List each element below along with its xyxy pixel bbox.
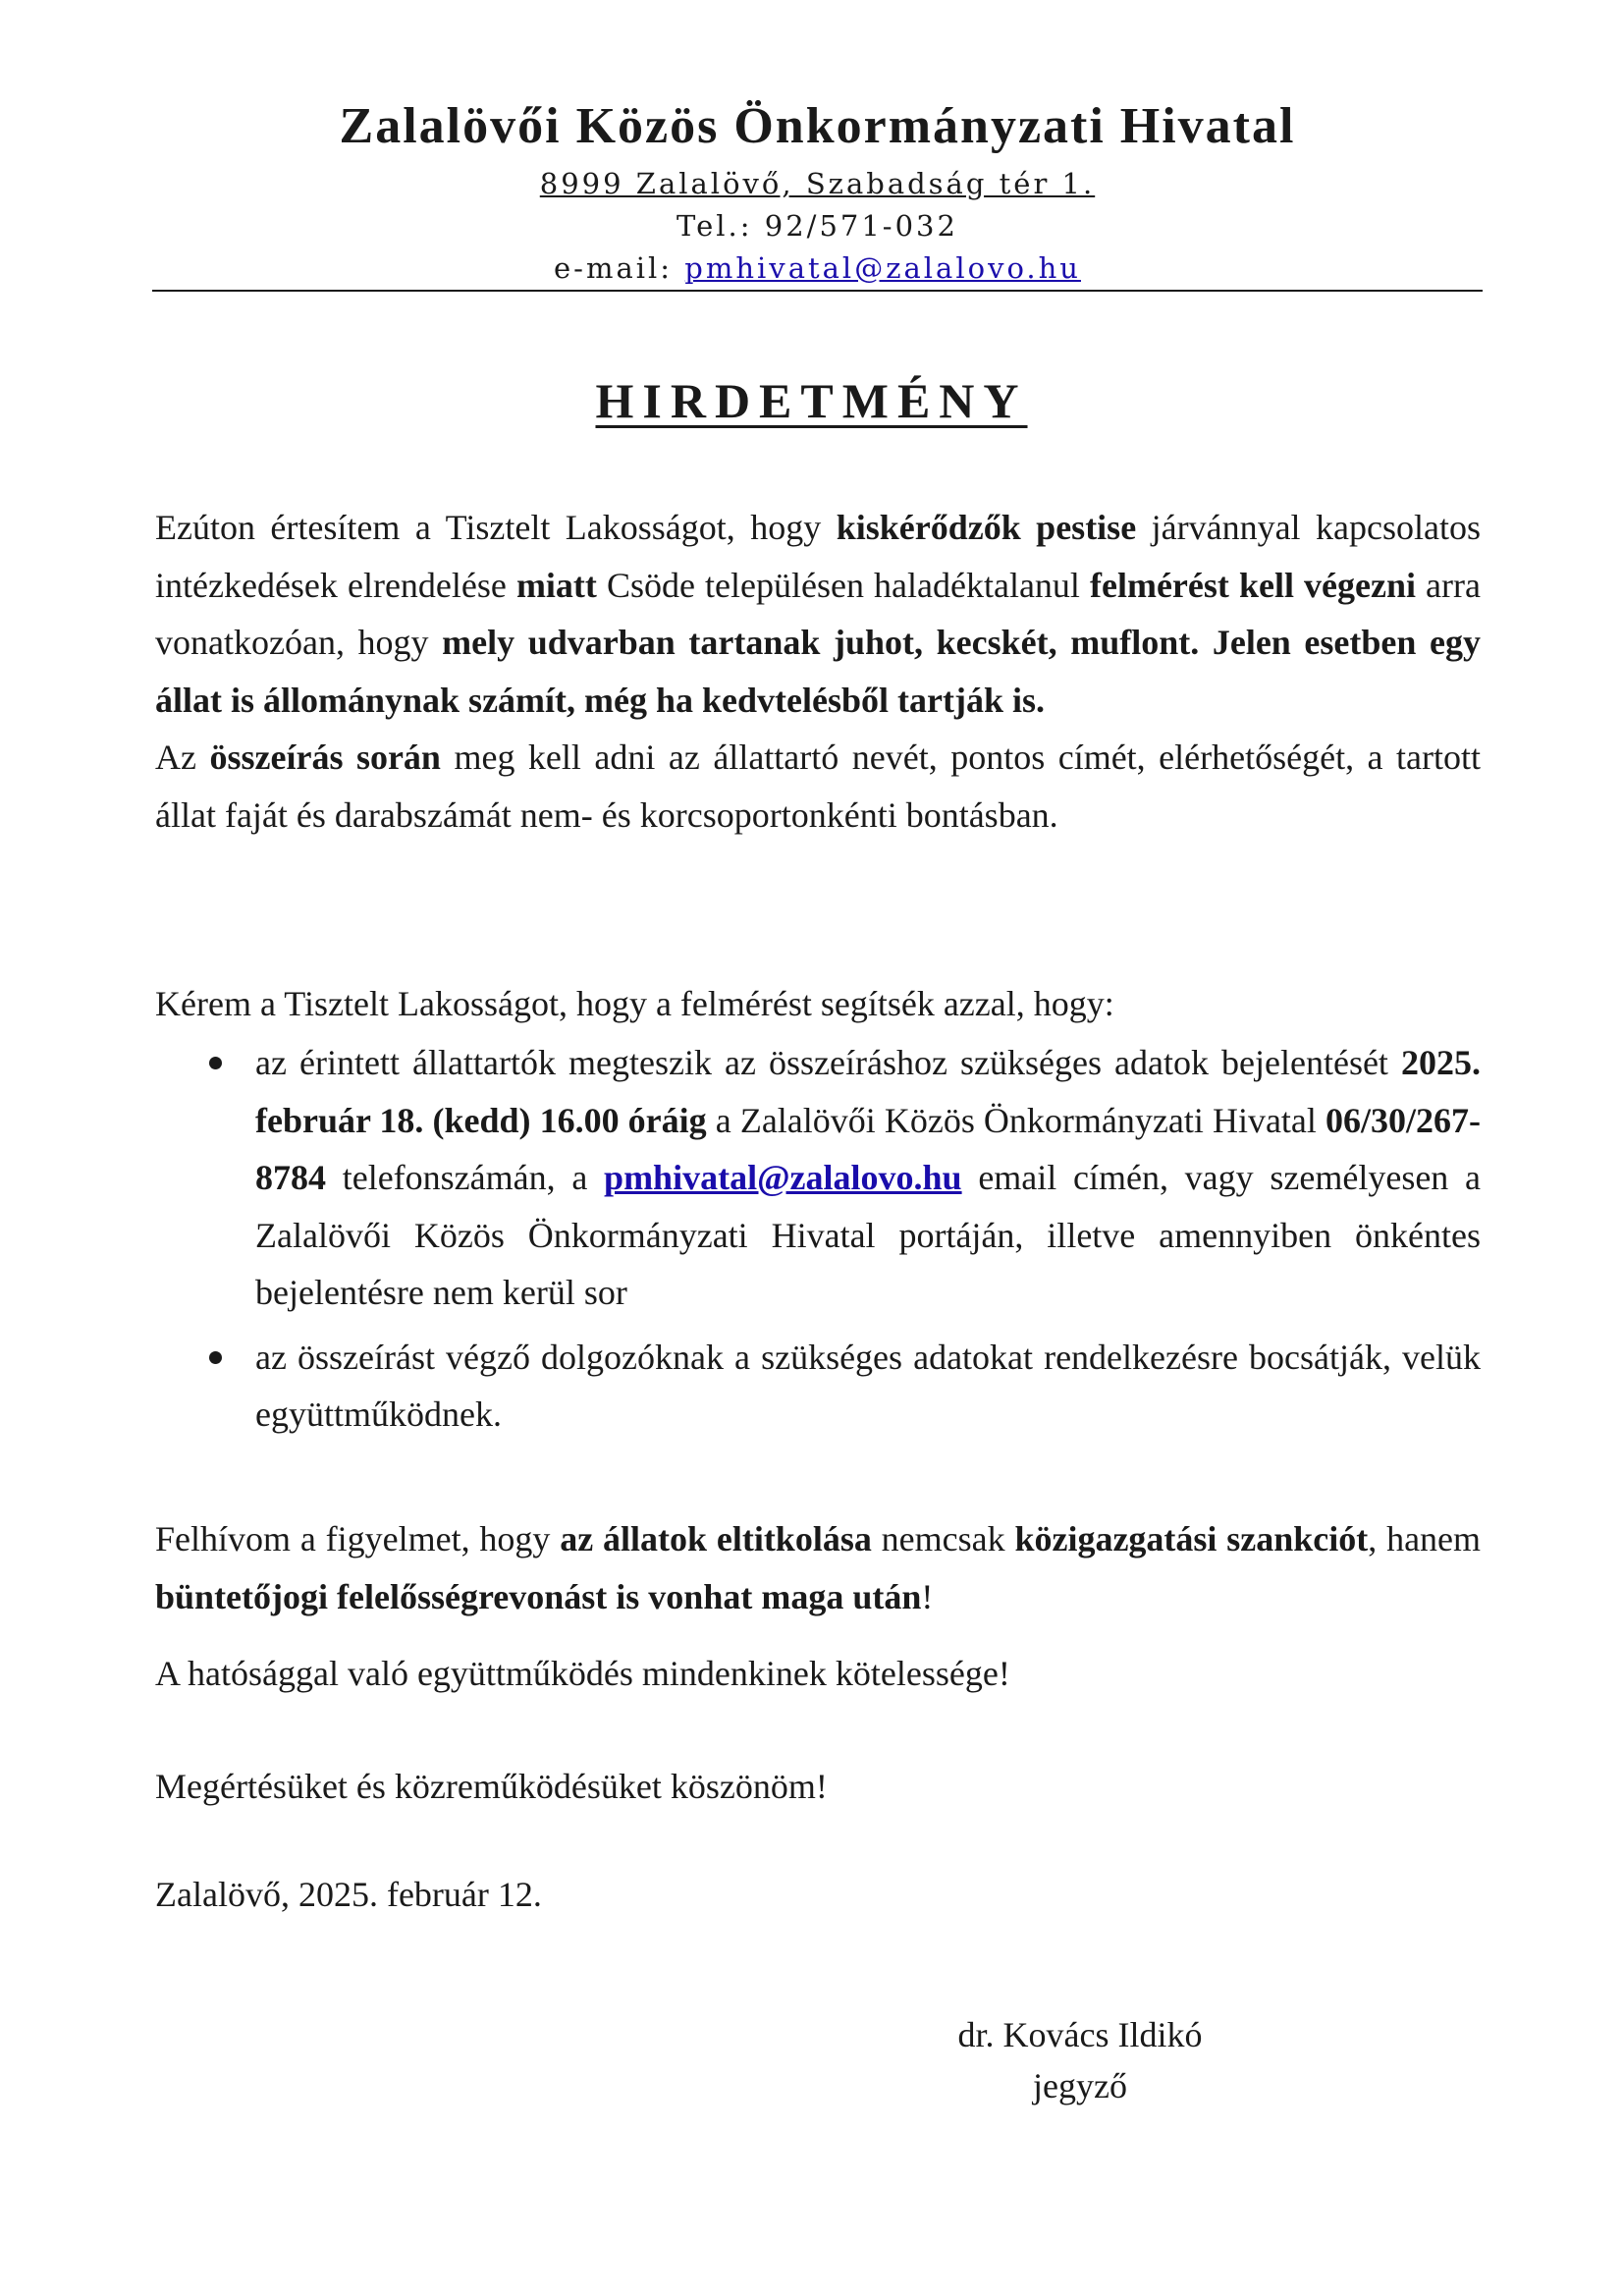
email-line [152,247,1483,290]
text-run: ! [921,1576,934,1616]
bold-run: büntetőjogi felelősségrevonást is vonhat maga után [155,1576,922,1616]
address: 8999 Zalalövő, Szabadság tér 1. [539,167,1096,200]
place-date: Zalalövő, 2025. február 12. [155,1875,542,1914]
text-run: járvánnyal kapcsolatos intézkedések elrendelése [155,508,1481,605]
phone-line: Tel.: 92/571-032 [676,209,958,243]
bullet-item-reporting [155,1034,1481,1322]
address-line [152,163,1483,205]
text-run: telefonszámán, a [326,1158,605,1197]
letterhead [152,90,1483,290]
paragraph-warning [155,1510,1481,1625]
bold-run: mely udvarban tartanak juhot, kecskét, muflont. Jelen esetben egy állat is állománynak számít, még ha kedvtelésből tartják is. [155,623,1481,720]
text-run: nemcsak [871,1519,1015,1558]
body-email-link[interactable]: pmhivatal@zalalovo.hu [604,1158,962,1197]
notice-title [0,366,1623,435]
bullet-dot-icon [209,1351,222,1364]
text-run: , hanem [1368,1519,1482,1558]
bold-run: közigazgatási szankciót [1014,1519,1369,1558]
phone-number: 06/30/267-8784 [255,1100,1481,1197]
text-run: arra vonatkozóan, hogy [155,565,1481,662]
text-run: email címén, vagy személyesen a Zalalövői Közös Önkormányzati Hivatal portáján, illetve amennyiben önkéntes bejelentésre nem kerül sor [255,1158,1482,1312]
paragraph-main [155,499,1481,844]
organization-name: Zalalövői Közös Önkormányzati Hivatal [339,98,1296,154]
text-run: a Zalalövői Közös Önkormányzati Hivatal [706,1100,1325,1140]
bullet-list [155,1034,1481,1444]
text-run: az összeírást végző dolgozóknak a szükséges adatokat rendelkezésre bocsátják, velük együttműködnek. [255,1337,1481,1434]
text-run: Az [155,738,210,777]
bold-run: kiskérődzők pestise [836,508,1137,547]
bold-run: felmérést kell végezni [1090,565,1416,605]
signatory-name: dr. Kovács Ildikó [957,2015,1203,2054]
header-divider [152,290,1483,292]
text-run: Csöde településen haladéktalanul [596,565,1090,605]
text-run: meg kell adni az állattartó nevét, pontos címét, elérhetőségét, a tartott állat faját és darabszámát nem- és korcsoportonkénti bontásban. [155,738,1482,835]
bullet-item-cooperation [155,1329,1481,1444]
signatory-role: jegyző [1033,2066,1127,2105]
signature-block [884,2009,1276,2111]
paragraph-thanks: Megértésüket és közreműködésüket köszönöm! [155,1767,828,1806]
text-run: Ezúton értesítem a Tisztelt Lakosságot, hogy [155,508,837,547]
text-run: Felhívom a figyelmet, hogy [155,1519,561,1558]
paragraph-request: Kérem a Tisztelt Lakosságot, hogy a felmérést segítsék azzal, hogy: [155,984,1114,1023]
paragraph-cooperation: A hatósággal való együttműködés mindenkinek kötelessége! [155,1654,1010,1693]
email-label: e-mail: [554,251,685,285]
notice-title-text: HIRDETMÉNY [595,373,1028,428]
bullet-dot-icon [209,1057,222,1069]
bold-run: miatt [515,565,597,605]
bold-run: összeírás során [209,738,441,777]
deadline: 2025. február 18. (kedd) 16.00 óráig [255,1043,1481,1140]
bold-run: az állatok eltitkolása [560,1519,872,1558]
header-email-link[interactable]: pmhivatal@zalalovo.hu [684,251,1081,285]
text-run: az érintett állattartók megteszik az összeíráshoz szükséges adatok bejelentését [255,1043,1401,1082]
